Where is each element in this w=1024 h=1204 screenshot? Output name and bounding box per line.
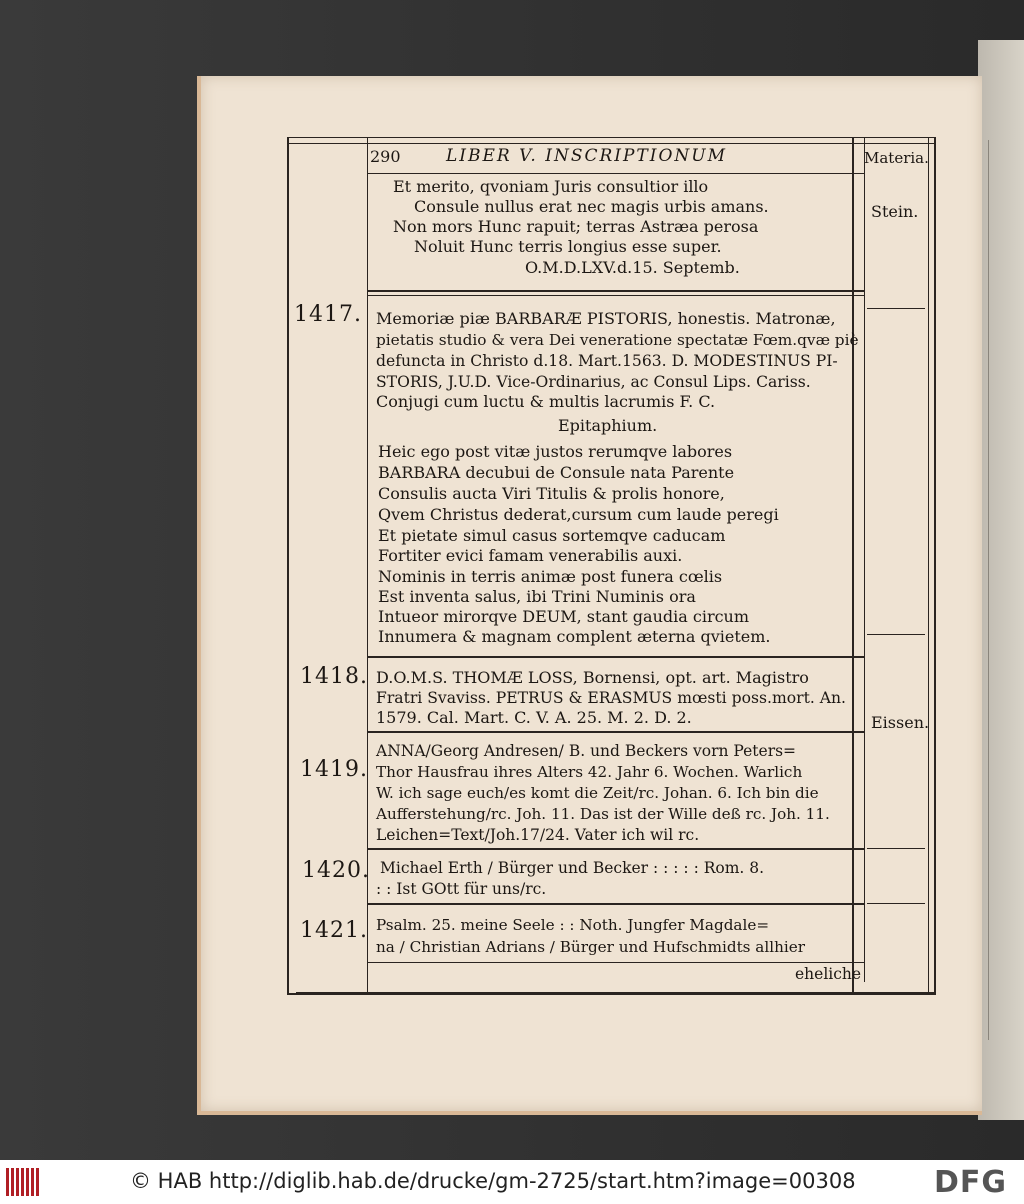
poem-line: Est inventa salus, ibi Trini Numinis ora — [378, 587, 696, 606]
license-link[interactable]: © HAB http://diglib.hab.de/drucke/gm-2725/start.htm?image=00308 — [130, 1169, 856, 1193]
text-line: Fratri Svaviss. PETRUS & ERASMUS mœsti poss.mort. An. — [376, 689, 847, 707]
text-line: Psalm. 25. meine Seele : : Noth. Jungfer Magdale= — [376, 916, 770, 934]
outer-right-rule — [928, 137, 929, 995]
text-line: pietatis studio & vera Dei veneratione spectatæ Fœm.qvæ piè — [376, 331, 859, 349]
text-line: ANNA/Georg Andresen/ B. und Beckers vorn Peters= — [376, 742, 797, 760]
dfg-logo: DFG — [934, 1165, 1008, 1200]
entry-number: 1418. — [300, 664, 368, 689]
text-line: defuncta in Christo d.18. Mart.1563. D. MODESTINUS PI- — [376, 352, 838, 370]
poem-line: BARBARA decubui de Consule nata Parente — [378, 463, 735, 482]
materia-rule — [867, 308, 925, 309]
text-line: Michael Erth / Bürger und Becker : : : : : Rom. 8. — [380, 859, 765, 877]
text-line: Conjugi cum luctu & multis lacrumis F. C. — [376, 392, 716, 411]
catchword: eheliche — [795, 965, 862, 983]
materia-label: Eissen. — [871, 713, 930, 732]
materia-column-head: Materia. — [864, 149, 929, 167]
entry-number: 1420. — [302, 858, 370, 883]
poem-line: Innumera & magnam complent æterna qvietem. — [378, 627, 771, 646]
text-line: STORIS, J.U.D. Vice-Ordinarius, ac Consul Lips. Cariss. — [376, 373, 811, 391]
materia-rule — [867, 634, 925, 635]
materia-label: Stein. — [871, 202, 919, 221]
entry-rule — [367, 290, 864, 292]
poem-line: Fortiter evici famam venerabilis auxi. — [378, 546, 683, 565]
text-line: Aufferstehung/rc. Joh. 11. Das ist der Wille deß rc. Joh. 11. — [376, 805, 830, 823]
text-line: Et merito, qvoniam Juris consultior illo — [393, 177, 709, 196]
entry-rule — [367, 903, 864, 905]
entry-number: 1421. — [300, 918, 368, 943]
library-logo-icon — [6, 1168, 46, 1196]
adjacent-page-edge — [978, 40, 1024, 1120]
text-line: Noluit Hunc terris longius esse super. — [414, 237, 722, 256]
text-line: Leichen=Text/Joh.17/24. Vater ich wil rc. — [376, 826, 700, 844]
entry-rule — [367, 656, 864, 658]
materia-column-rule-inner — [864, 137, 865, 982]
entry-number: 1417. — [294, 302, 362, 327]
running-head: LIBER V. INSCRIPTIONUM — [446, 146, 728, 166]
poem-line: Consulis aucta Viri Titulis & prolis honore, — [378, 484, 725, 503]
entry-number: 1419. — [300, 757, 368, 782]
materia-column-rule — [852, 137, 854, 995]
page-number: 290 — [370, 147, 401, 166]
text-line: D.O.M.S. THOMÆ LOSS, Bornensi, opt. art. Magistro — [376, 668, 809, 687]
text-line: Thor Hausfrau ihres Alters 42. Jahr 6. Wochen. Warlich — [376, 763, 803, 781]
poem-line: Et pietate simul casus sortemqve caducam — [378, 526, 726, 545]
footer-bar — [0, 1160, 1024, 1204]
date-line: O.M.D.LXV.d.15. Septemb. — [525, 258, 740, 277]
text-line: na / Christian Adrians / Bürger und Hufschmidts allhier — [376, 938, 805, 956]
text-line: W. ich sage euch/es komt die Zeit/rc. Johan. 6. Ich bin die — [376, 784, 819, 802]
text-line: Memoriæ piæ BARBARÆ PISTORIS, honestis. Matronæ, — [376, 309, 836, 328]
poem-line: Heic ego post vitæ justos rerumqve labores — [378, 442, 733, 461]
entry-rule — [367, 731, 864, 733]
poem-line: Qvem Christus dederat,cursum cum laude peregi — [378, 505, 779, 524]
poem-line: Intueor mirorqve DEUM, stant gaudia circum — [378, 607, 750, 626]
materia-rule — [867, 903, 925, 904]
epitaph-title: Epitaphium. — [558, 416, 658, 435]
header-rule — [367, 173, 864, 174]
materia-rule — [867, 848, 925, 849]
text-line: 1579. Cal. Mart. C. V. A. 25. M. 2. D. 2. — [376, 708, 692, 727]
entry-rule — [367, 295, 864, 296]
entry-rule — [367, 848, 864, 850]
bottom-rule — [296, 992, 936, 994]
text-line: Consule nullus erat nec magis urbis amans. — [414, 197, 769, 216]
top-rule — [287, 143, 936, 144]
entry-rule — [367, 962, 864, 963]
poem-line: Nominis in terris animæ post funera cœlis — [378, 567, 723, 586]
text-line: : : Ist GOtt für uns/rc. — [376, 880, 547, 898]
text-line: Non mors Hunc rapuit; terras Astræa perosa — [393, 217, 759, 236]
